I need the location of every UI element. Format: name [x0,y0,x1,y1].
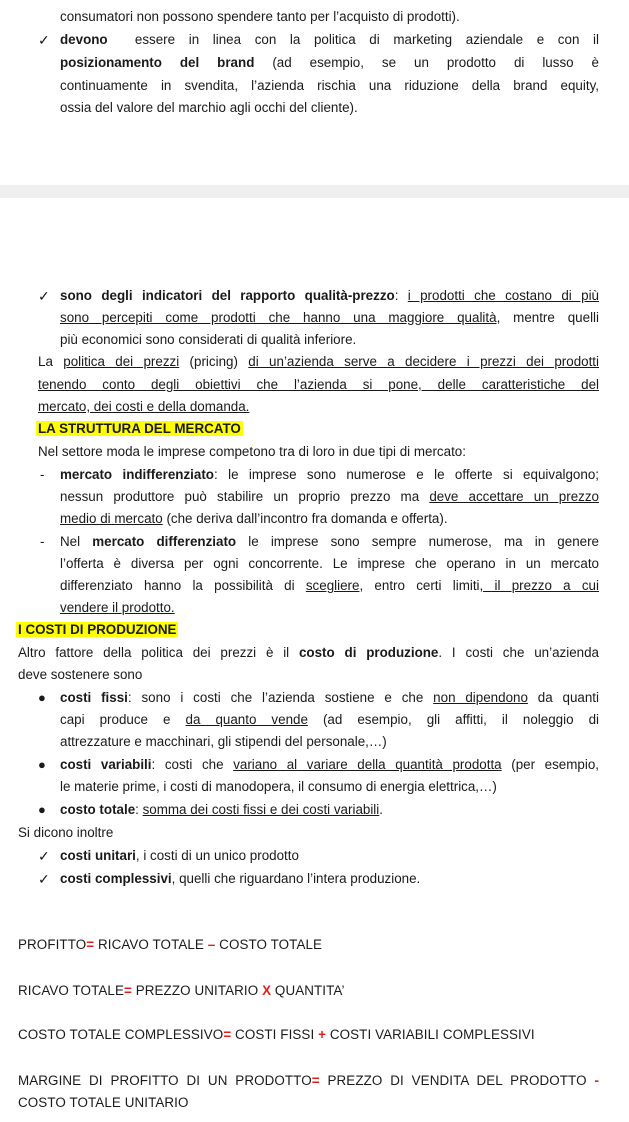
formula-term: PREZZO DI VENDITA DEL PRODOTTO [319,1073,595,1088]
bold-term: costo totale [60,802,136,817]
bullet-dot-icon: ● [38,802,46,817]
checkmark-icon: ✓ [38,848,50,864]
item-costi-variabili [60,756,599,774]
bold-term: costi complessivi [60,871,172,886]
bold-term: costi unitari [60,848,136,863]
item-mercato-differenziato [60,533,599,551]
text-line [60,577,599,595]
formula-term: PREZZO UNITARIO [131,983,263,998]
text-line: più economici sono considerati di qualità inferiore. [60,332,357,347]
text-span: Altro fattore della politica dei prezzi è il [18,645,299,660]
paragraph-costi [18,644,599,662]
formula-term: PROFITTO [18,937,87,952]
formula-term: COSTO TOTALE COMPLESSIVO [18,1027,224,1042]
dash-bullet: - [40,534,45,549]
bullet-dot-icon: ● [38,757,46,772]
text-span: , mentre quelli [496,310,599,325]
text-line: vendere il prodotto. [60,600,175,615]
text-span: (che deriva dall’incontro fra domanda e offerta). [162,511,448,526]
text-line: deve sostenere sono [18,667,143,682]
formula-margine-line2: COSTO TOTALE UNITARIO [18,1095,189,1110]
bold-term: devono [60,32,108,47]
text-span: da quanti [527,690,599,705]
operator-sign: + [318,1027,327,1042]
bold-term: posizionamento del brand [60,55,255,70]
formula-term: COSTI FISSI [231,1027,319,1042]
underlined-text: sono percepiti come prodotti che hanno una maggiore qualità [60,310,497,325]
text-line [60,309,599,327]
text-span: (ad esempio, se un prodotto di lusso è [272,55,599,70]
section-heading [36,420,243,438]
text-line: continuamente in svendita, l’azienda rischia una riduzione della brand equity, [60,78,599,93]
text-span: : [135,802,143,817]
underlined-text: , il prezzo a cui [479,578,599,593]
text-line: attrezzature e macchinari, gli stipendi del personale,…) [60,734,387,749]
operator-sign: - [594,1073,599,1088]
equals-sign: = [223,1027,232,1042]
underlined-text: variano al variare della quantità prodotta [233,757,502,772]
equals-sign: = [311,1073,320,1088]
bold-term: mercato indifferenziato [60,467,214,482]
bold-term: sono degli indicatori del rapporto qualità-prezzo [60,288,395,303]
underlined-text: scegliere [305,578,360,593]
underlined-text: deve accettare un prezzo [429,489,599,504]
item-costi-fissi [60,689,599,707]
text-span: Nel [60,534,93,549]
text-span: essere in linea con la politica di marketing aziendale e con il [134,32,599,47]
underlined-text: politica dei prezzi [63,354,180,369]
page-break [0,185,629,198]
checkmark-icon: ✓ [38,288,50,304]
text-line [60,54,599,72]
text-span: : [394,288,408,303]
text-line [60,711,599,729]
bullet-devono [60,31,599,49]
text-span: : sono i costi che l’azienda sostiene e che [127,690,434,705]
formula-margine [18,1072,599,1090]
text-span: (per esempio, [501,757,600,772]
highlighted-heading: LA STRUTTURA DEL MERCATO [38,421,241,436]
bold-term: costi fissi [60,690,128,705]
formula-term: COSTO TOTALE [215,937,323,952]
text-line: Si dicono inoltre [18,825,114,840]
underlined-text: medio di mercato [60,511,163,526]
text-span: La [38,354,64,369]
text-line: consumatori non possono spendere tanto per l’acquisto di prodotti). [60,9,460,24]
text-span: : le imprese sono numerose e le offerte si equivalgono; [214,467,599,482]
text-span: capi produce e [60,712,186,727]
formula-term: COSTI VARIABILI COMPLESSIVI [326,1027,535,1042]
checkmark-icon: ✓ [38,32,50,48]
underlined-text: non dipendono [433,690,528,705]
text-span: . I costi che un’azienda [438,645,599,660]
formula-term: MARGINE DI PROFITTO DI UN PRODOTTO [18,1073,312,1088]
text-line [60,510,448,528]
text-span: (ad esempio, gli affitti, il noleggio di [307,712,599,727]
text-span: nessun produttore può stabilire un proprio prezzo ma [60,489,430,504]
paragraph-pricing [38,353,599,371]
equals-sign: = [123,983,132,998]
checkmark-icon: ✓ [38,871,50,887]
formula-term: QUANTITA’ [271,983,345,998]
formula-term: RICAVO TOTALE [94,937,208,952]
formula-costo-totale [18,1026,535,1044]
formula-ricavo [18,982,345,1000]
highlighted-heading: I COSTI DI PRODUZIONE [18,622,177,637]
text-line: le materie prime, i costi di manodopera, il consumo di energia elettrica,…) [60,779,497,794]
text-span: , entro certi limiti [359,578,480,593]
text-span: (pricing) [179,354,249,369]
item-mercato-indifferenziato [60,466,599,484]
underlined-text: somma dei costi fissi e dei costi variabili [142,802,380,817]
text-line: mercato, dei costi e della domanda. [38,399,250,414]
formula-profitto [18,936,322,954]
underlined-text: i prodotti che costano di più [407,288,599,303]
underlined-text: di un’azienda serve a decidere i prezzi dei prodotti [248,354,600,369]
text-line: l’offerta è diversa per ogni concorrente. Le imprese che operano in un mercato [60,556,599,571]
text-span: differenziato hanno la possibilità di [60,578,306,593]
dash-bullet: - [40,467,45,482]
operator-sign: – [207,937,216,952]
text-line: tenendo conto degli obiettivi che l’azienda si pone, delle caratteristiche del [38,377,599,392]
text-line: ossia del valore del marchio agli occhi del cliente). [60,100,358,115]
operator-sign: X [262,983,272,998]
formula-term: RICAVO TOTALE [18,983,124,998]
text-line: Nel settore moda le imprese competono tra di loro in due tipi di mercato: [38,444,466,459]
bullet-indicatori [60,287,599,305]
item-costi-complessivi [60,870,420,888]
item-costi-unitari [60,847,299,865]
text-span: . [379,802,383,817]
section-heading [16,621,178,639]
text-line [60,488,599,506]
text-span: , i costi di un unico prodotto [135,848,299,863]
bold-term: mercato differenziato [92,534,237,549]
bold-term: costo di produzione [298,645,439,660]
bullet-dot-icon: ● [38,690,46,705]
underlined-text: da quanto vende [185,712,308,727]
equals-sign: = [86,937,95,952]
text-span: le imprese sono sempre numerose, ma in genere [236,534,599,549]
item-costo-totale [60,801,383,819]
text-span: , quelli che riguardano l’intera produzione. [171,871,421,886]
bold-term: costi variabili [60,757,152,772]
text-span: : costi che [151,757,234,772]
